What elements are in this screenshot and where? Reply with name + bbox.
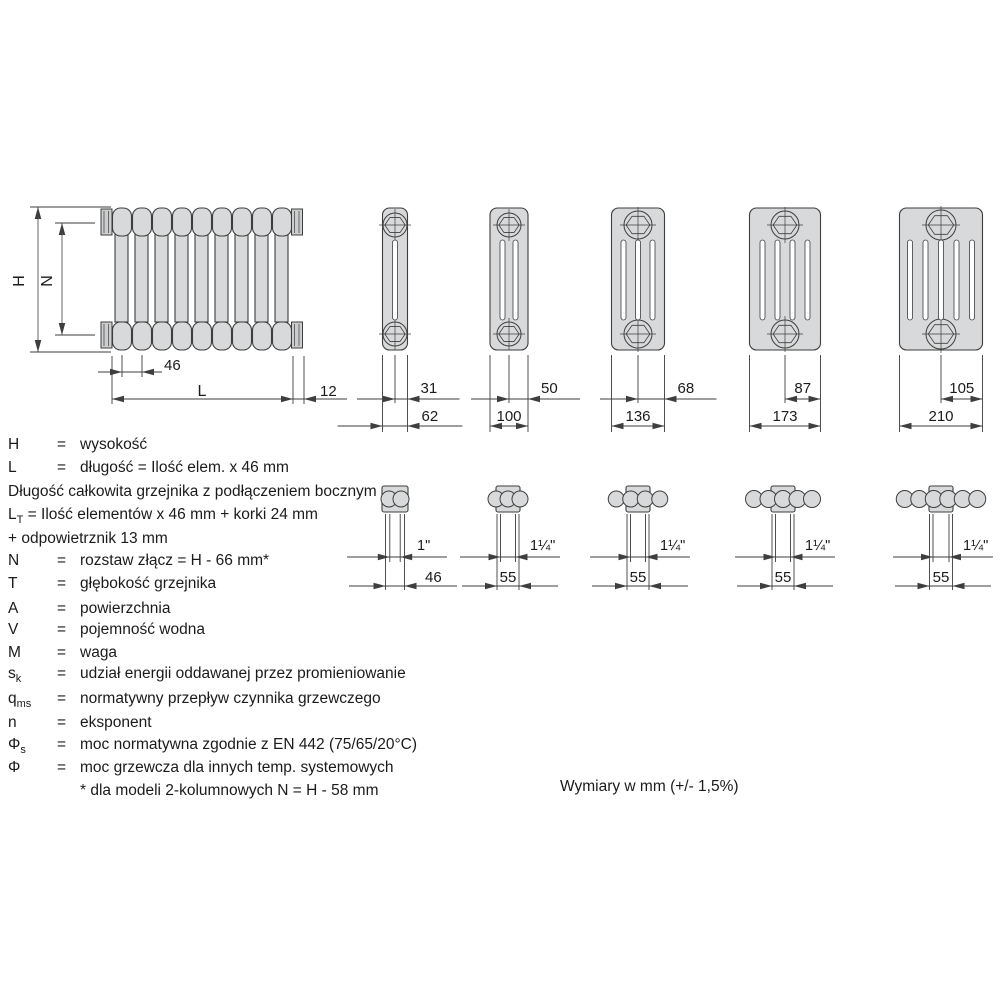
legend-text: Długość całkowita grzejnika z podłączeniem bocznym bbox=[8, 483, 377, 500]
connection-size-label: 1¼" bbox=[660, 538, 686, 554]
end-cap bbox=[292, 209, 303, 235]
full-depth-label: 173 bbox=[772, 408, 798, 425]
legend-text: = Ilość elementów x 46 mm + korki 24 mm bbox=[23, 506, 318, 523]
legend-separator: = bbox=[57, 759, 67, 776]
legend-symbol: $s_k$ bbox=[8, 665, 22, 686]
element-pitch-label: 46 bbox=[164, 357, 181, 374]
legend-symbol: A bbox=[8, 600, 19, 617]
end-cap bbox=[101, 322, 112, 348]
legend-symbol: V bbox=[8, 621, 19, 638]
legend-text: wysokość bbox=[80, 436, 148, 453]
end-dim-label: 12 bbox=[320, 383, 337, 400]
top-view-4-column bbox=[590, 486, 690, 590]
legend-symbol: N bbox=[8, 552, 20, 569]
connection-size-label: 1¼" bbox=[963, 538, 989, 554]
length-dim-label: L bbox=[197, 383, 207, 400]
pitch-dim-label: 55 bbox=[932, 569, 950, 586]
half-depth-label: 50 bbox=[541, 380, 558, 397]
legend-separator: = bbox=[57, 736, 67, 753]
top-view-3-column bbox=[460, 486, 560, 590]
legend-text: moc grzewcza dla innych temp. systemowych bbox=[80, 759, 394, 776]
legend-symbol: $L_T$ bbox=[8, 506, 24, 527]
legend-separator: = bbox=[57, 552, 67, 569]
side-view-3-column bbox=[471, 208, 580, 432]
half-depth-label: 31 bbox=[420, 380, 438, 397]
connection-size-label: 1¼" bbox=[530, 538, 556, 554]
legend-separator: = bbox=[57, 714, 67, 731]
end-cap bbox=[101, 209, 112, 235]
legend-text: powierzchnia bbox=[80, 600, 171, 617]
legend-text: rozstaw złącz = H - 66 mm* bbox=[80, 552, 270, 569]
half-depth-label: 68 bbox=[677, 380, 695, 397]
spacing-dim-label: N bbox=[39, 275, 56, 287]
legend-text: udział energii oddawanej przez promieniowanie bbox=[80, 665, 406, 682]
half-depth-label: 87 bbox=[794, 380, 812, 397]
height-dim-label: H bbox=[11, 275, 28, 287]
top-view-6-column bbox=[893, 486, 993, 590]
legend-text: długość = Ilość elem. x 46 mm bbox=[80, 459, 289, 476]
legend-symbol: H bbox=[8, 436, 20, 453]
top-view-2-column bbox=[347, 486, 457, 590]
legend-text: waga bbox=[80, 644, 118, 661]
legend-separator: = bbox=[57, 690, 67, 707]
dimensions-unit-note: Wymiary w mm (+/- 1,5%) bbox=[560, 778, 739, 795]
legend-separator: = bbox=[57, 621, 67, 638]
legend-symbol: L bbox=[8, 459, 17, 476]
legend-text: normatywny przepływ czynnika grzewczego bbox=[80, 690, 381, 707]
half-depth-label: 105 bbox=[949, 380, 975, 397]
side-view-4-column bbox=[600, 207, 717, 432]
legend-text: * dla modeli 2-kolumnowych N = H - 58 mm bbox=[80, 782, 379, 799]
pitch-dim-label: 55 bbox=[774, 569, 792, 586]
full-depth-label: 136 bbox=[625, 408, 651, 425]
side-view-5-column bbox=[750, 207, 821, 432]
legend-text: moc normatywna zgodnie z EN 442 (75/65/20°C) bbox=[80, 736, 418, 753]
pitch-dim-label: 55 bbox=[629, 569, 647, 586]
side-view-6-column bbox=[900, 206, 983, 432]
pitch-dim-label: 46 bbox=[425, 569, 442, 586]
front-view-radiator bbox=[11, 207, 347, 404]
legend-symbol: Φ bbox=[8, 759, 21, 776]
connection-size-label: 1" bbox=[417, 538, 431, 554]
legend-separator: = bbox=[57, 575, 67, 592]
legend-text: + odpowietrznik 13 mm bbox=[8, 530, 168, 547]
full-depth-label: 62 bbox=[421, 408, 439, 425]
legend-separator: = bbox=[57, 459, 67, 476]
legend-separator: = bbox=[57, 436, 67, 453]
legend-separator: = bbox=[57, 644, 67, 661]
legend-text: eksponent bbox=[80, 714, 152, 731]
full-depth-label: 210 bbox=[928, 408, 954, 425]
top-view-5-column bbox=[735, 486, 835, 590]
pitch-dim-label: 55 bbox=[499, 569, 517, 586]
legend-separator: = bbox=[57, 600, 67, 617]
end-cap bbox=[292, 322, 303, 348]
legend-symbol: M bbox=[8, 644, 21, 661]
legend-symbol: $q_{ms}$ bbox=[8, 690, 32, 711]
connection-size-label: 1¼" bbox=[805, 538, 831, 554]
legend-symbol: T bbox=[8, 575, 18, 592]
legend-symbol: $\Phi_s$ bbox=[8, 736, 26, 757]
full-depth-label: 100 bbox=[496, 408, 522, 425]
side-view-2-column bbox=[338, 208, 463, 432]
legend-separator: = bbox=[57, 665, 67, 682]
legend-text: głębokość grzejnika bbox=[80, 575, 217, 592]
legend-text: pojemność wodna bbox=[80, 621, 205, 638]
legend-symbol: n bbox=[8, 714, 17, 731]
